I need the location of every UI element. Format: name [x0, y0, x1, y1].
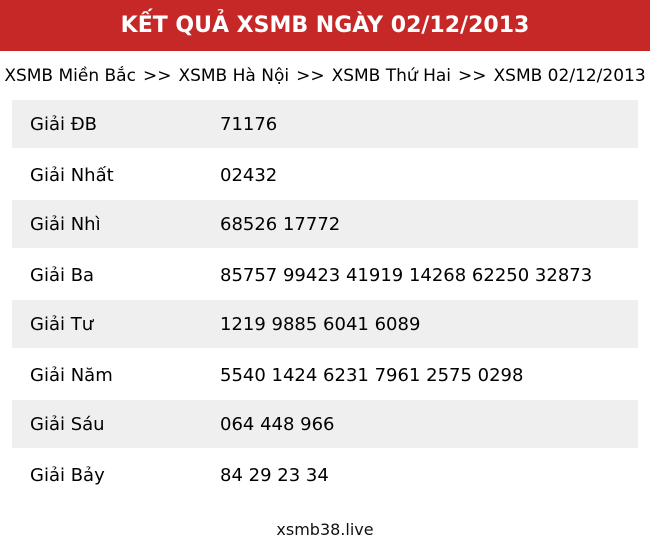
prize-label: Giải Nhì: [30, 213, 101, 235]
prize-label: Giải Năm: [30, 364, 113, 386]
prize-label: Giải Bảy: [30, 464, 105, 486]
prize-label: Giải ĐB: [30, 113, 97, 135]
prize-numbers: 85757 99423 41919 14268 62250 32873: [220, 264, 593, 286]
breadcrumb-separator: >>: [142, 65, 172, 86]
table-row-giai-ba: [12, 250, 638, 300]
breadcrumb-item-ha-noi[interactable]: XSMB Hà Nội: [178, 65, 290, 86]
breadcrumb: [0, 51, 650, 100]
table-row-giai-nhi: [12, 200, 638, 250]
prize-numbers: 71176: [220, 113, 278, 135]
page-title: KẾT QUẢ XSMB NGÀY 02/12/2013: [120, 13, 530, 38]
prize-label: Giải Sáu: [30, 413, 105, 435]
table-row-giai-sau: [12, 400, 638, 450]
page-header: [0, 0, 650, 51]
prize-numbers: 064 448 966: [220, 413, 335, 435]
breadcrumb-separator: >>: [296, 65, 325, 86]
prize-numbers: 02432: [220, 164, 278, 186]
prize-label: Giải Nhất: [30, 164, 114, 186]
prize-numbers: 68526 17772: [220, 213, 341, 235]
breadcrumb-item-date[interactable]: XSMB 02/12/2013: [493, 65, 646, 86]
prize-numbers: 1219 9885 6041 6089: [220, 313, 421, 335]
table-row-giai-nam: [12, 350, 638, 400]
site-name: xsmb38.live: [276, 520, 374, 539]
table-row-giai-bay: [12, 450, 638, 500]
breadcrumb-item-thu-hai[interactable]: XSMB Thứ Hai: [331, 65, 452, 86]
breadcrumb-item-mien-bac[interactable]: XSMB Miền Bắc: [4, 65, 136, 86]
prize-numbers: 5540 1424 6231 7961 2575 0298: [220, 364, 524, 386]
table-row-giai-tu: [12, 300, 638, 350]
prize-label: Giải Ba: [30, 264, 95, 286]
breadcrumb-separator: >>: [458, 65, 487, 86]
results-table: [12, 100, 638, 500]
table-row-giai-db: [12, 100, 638, 150]
prize-numbers: 84 29 23 34: [220, 464, 329, 486]
prize-label: Giải Tư: [30, 313, 94, 335]
page-footer: [0, 520, 650, 539]
table-row-giai-nhat: [12, 150, 638, 200]
